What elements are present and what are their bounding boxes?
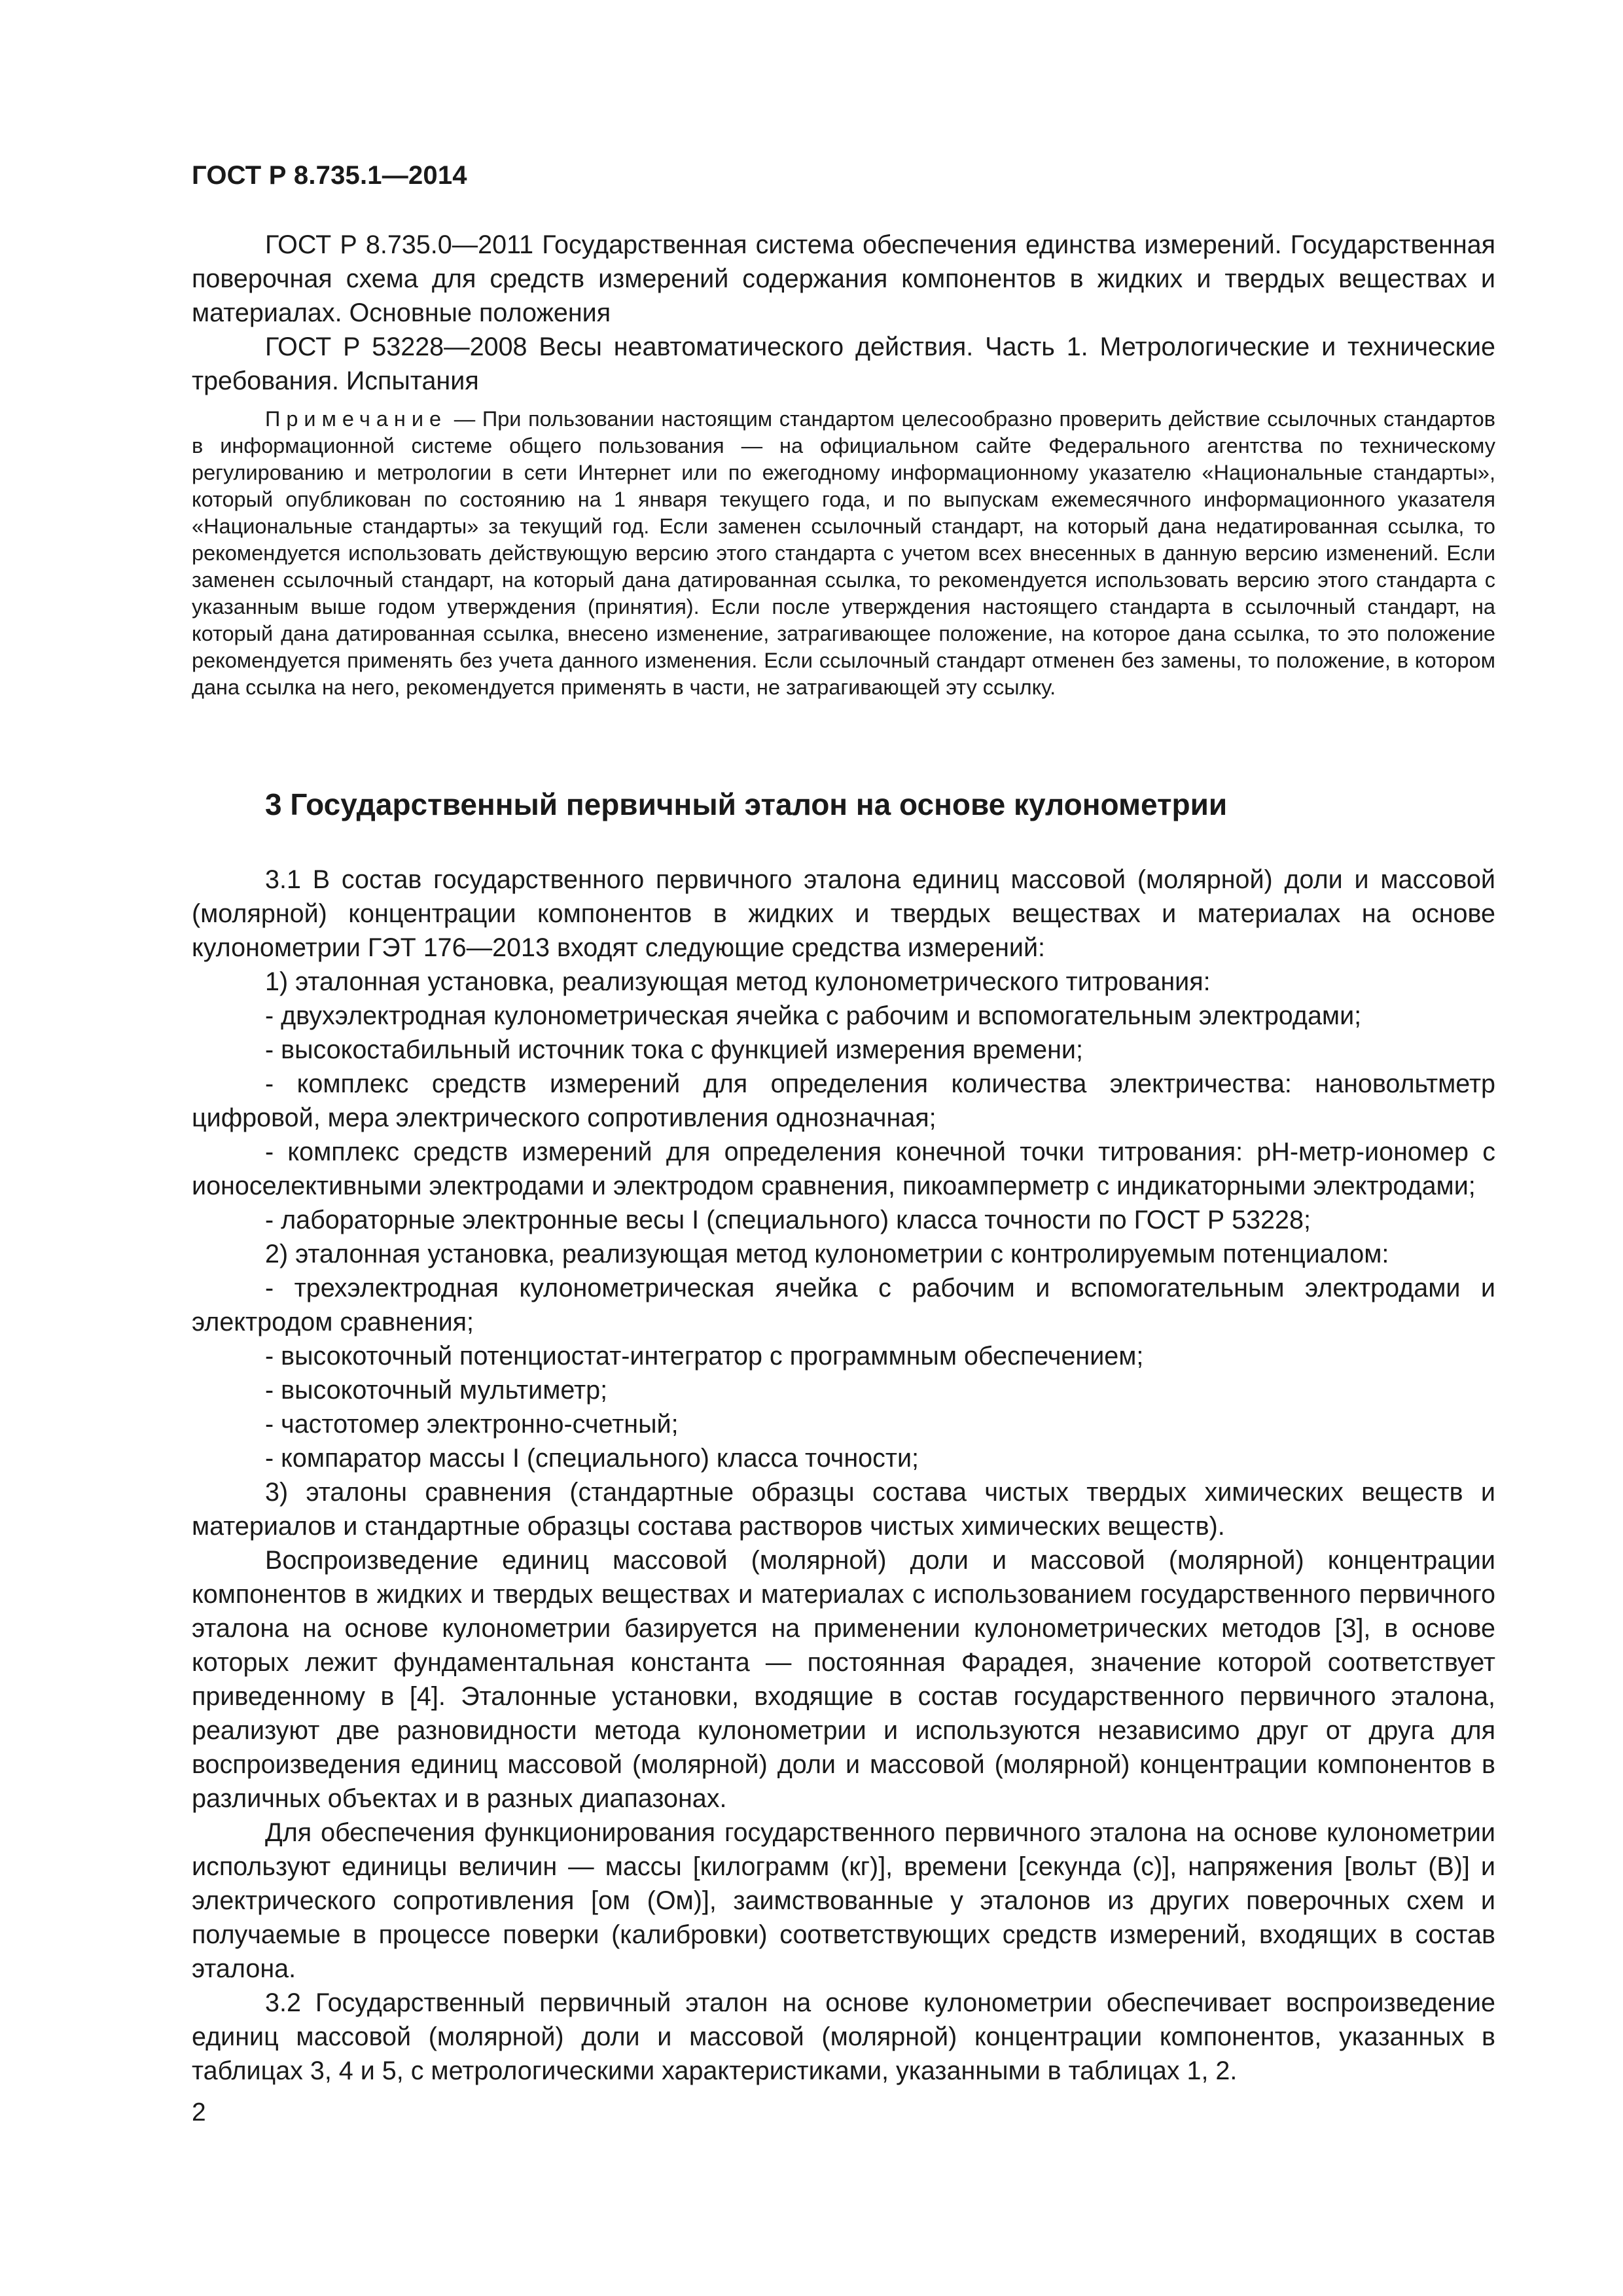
list-item: 2) эталонная установка, реализующая метод кулонометрии с контролируемым потенциалом: [265,1240,1389,1268]
reference-item: ГОСТ Р 8.735.0—2011 Государственная система обеспечения единства измерений. Государственная поверочная схема для средств измерений содержания компонентов в жидких и твердых веществах и материалах. Основные положения [192,230,1495,327]
list-item: - частотомер электронно-счетный; [265,1410,679,1439]
list-item: - высокоточный потенциостат-интегратор с программным обеспечением; [265,1342,1144,1371]
paragraph: 3.2 Государственный первичный эталон на основе кулонометрии обеспечивает воспроизведение единиц массовой (молярной) доли и массовой (молярной) концентрации компонентов, указанных в таблицах 3, 4 и 5, с метрологическими характеристиками, указанными в таблицах 1, 2. [192,1988,1495,2085]
reference-item: ГОСТ Р 53228—2008 Весы неавтоматического действия. Часть 1. Метрологические и технические требования. Испытания [192,332,1495,395]
note-text: — При пользовании настоящим стандартом целесообразно проверить действие ссылочных стандартов в информационной системе общего пользования — на официальном сайте Федерального агентства по техническому регулированию и метрологии в сети Интернет или по ежегодному информационному указателю «Национальные стандарты», который опубликован по состоянию на 1 января текущего года, и по выпускам ежемесячного информационного указателя «Национальные стандарты» за текущий год. Если заменен ссылочный стандарт, на который дана недатированная ссылка, то рекомендуется использовать действующую версию этого стандарта с учетом всех внесенных в данную версию изменений. Если заменен ссылочный стандарт, на который дана датированная ссылка, то рекомендуется использовать версию этого стандарта с указанным выше годом утверждения (принятия). Если после утверждения настоящего стандарта в ссылочный стандарт, на который дана датированная ссылка, внесено изменение, затрагивающее положение, на которое дана ссылка, то это положение рекомендуется применять без учета данного изменения. Если ссылочный стандарт отменен без замены, то положение, в котором дана ссылка на него, рекомендуется применять в части, не затрагивающей эту ссылку. [192,407,1495,699]
list-item: - комплекс средств измерений для определения количества электричества: нановольтметр цифровой, мера электрического сопротивления однозначная; [192,1069,1495,1132]
paragraph: Для обеспечения функционирования государственного первичного эталона на основе кулонометрии используют единицы величин — массы [килограмм (кг)], времени [секунда (с)], напряжения [вольт (В)] и электрического сопротивления [ом (Ом)], заимствованные у эталонов из других поверочных схем и получаемые в процессе поверки (калибровки) соответствующих средств измерений, входящих в состав эталона. [192,1818,1495,1983]
list-item: - компаратор массы I (специального) класса точности; [265,1444,919,1473]
list-item: - высокостабильный источник тока с функцией измерения времени; [265,1035,1083,1064]
page-number: 2 [192,2098,206,2126]
paragraph: Воспроизведение единиц массовой (молярной) доли и массовой (молярной) концентрации компонентов в жидких и твердых веществах и материалах с использованием государственного первичного эталона на основе кулонометрии базируется на применении кулонометрических методов [3], в основе которых лежит фундаментальная константа — постоянная Фарадея, значение которой соответствует приведенному в [4]. Эталонные установки, входящие в состав государственного первичного эталона, реализуют две разновидности метода кулонометрии и используются независимо друг от друга для воспроизведения единиц массовой (молярной) доли и массовой (молярной) концентрации компонентов в различных объектах и в разных диапазонах. [192,1546,1495,1813]
note-label: Примечание [265,407,448,431]
references-block [192,228,1495,398]
list-item: - высокоточный мультиметр; [265,1376,608,1405]
document-header: ГОСТ Р 8.735.1—2014 [192,161,467,190]
list-item: - трехэлектродная кулонометрическая ячейка с рабочим и вспомогательным электродами и электродом сравнения; [192,1274,1495,1336]
list-item: 1) эталонная установка, реализующая метод кулонометрического титрования: [265,967,1211,996]
section-heading: 3 Государственный первичный эталон на основе кулонометрии [265,787,1228,821]
note-paragraph [192,406,1495,701]
list-item: - двухэлектродная кулонометрическая ячейка с рабочим и вспомогательным электродами; [265,1001,1362,1030]
list-item: - комплекс средств измерений для определения конечной точки титрования: pH-метр-иономер с ионоселективными электродами и электродом сравнения, пикоамперметр с индикаторными электродами; [192,1138,1495,1200]
paragraph: 3.1 В состав государственного первичного эталона единиц массовой (молярной) доли и массовой (молярной) концентрации компонентов в жидких и твердых веществах и материалах на основе кулонометрии ГЭТ 176—2013 входят следующие средства измерений: [192,865,1495,962]
list-item: - лабораторные электронные весы I (специального) класса точности по ГОСТ Р 53228; [265,1206,1311,1234]
list-item: 3) эталоны сравнения (стандартные образцы состава чистых твердых химических веществ и материалов и стандартные образцы состава растворов чистых химических веществ). [192,1478,1495,1541]
section-body [192,863,1495,2088]
